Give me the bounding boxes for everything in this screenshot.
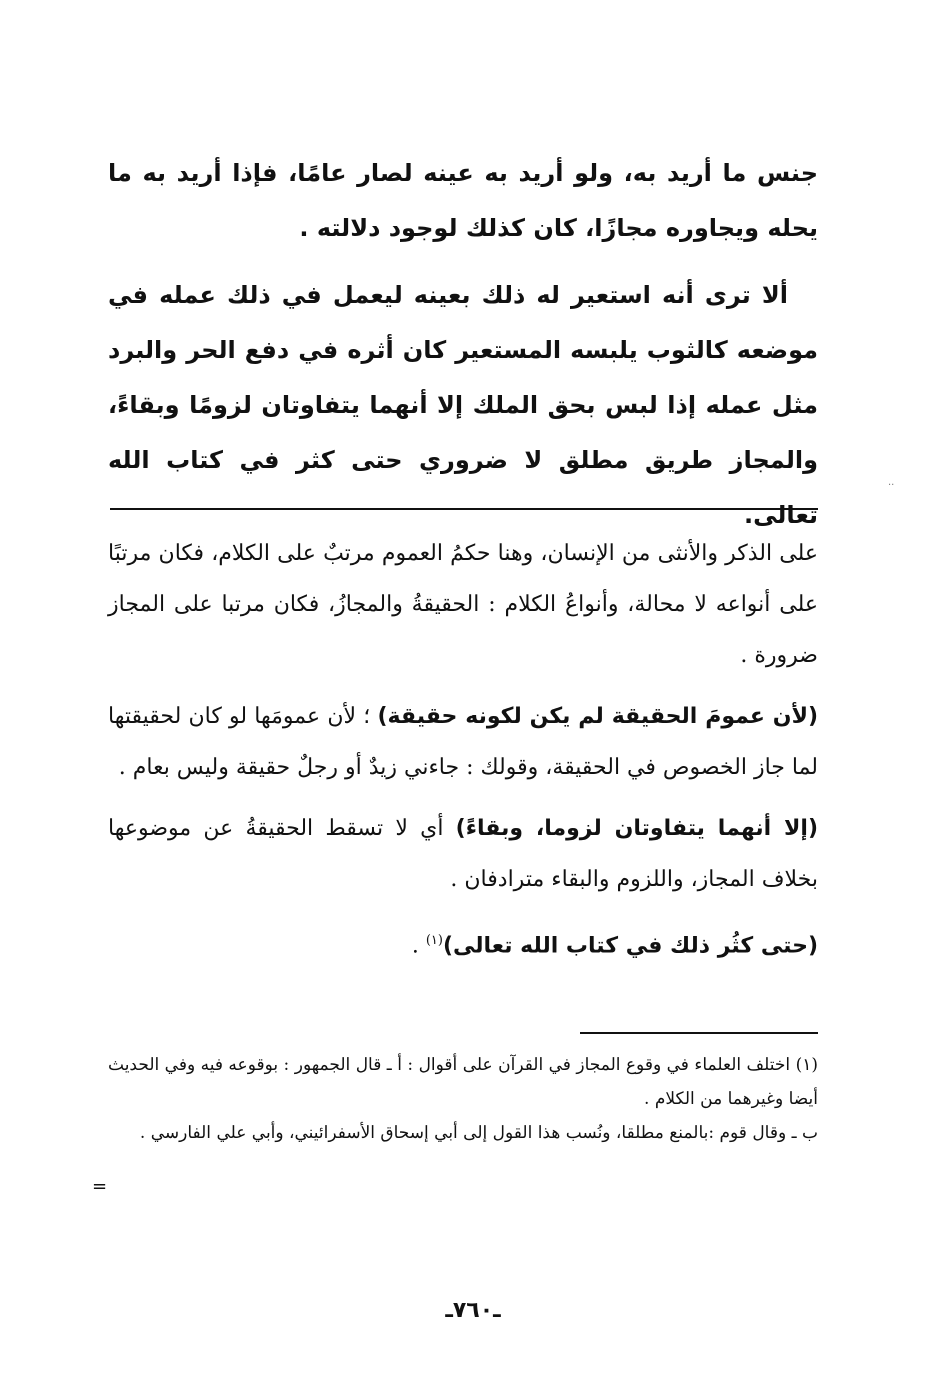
footnotes <box>108 1048 818 1150</box>
commentary-paragraph-2 <box>108 691 818 793</box>
quoted-phrase: (إلا أنهما يتفاوتان لزوما، وبقاءً) <box>455 816 818 841</box>
commentary-paragraph-4 <box>108 915 818 971</box>
footnote-divider <box>580 1032 818 1034</box>
quoted-phrase: (حتى كثُر ذلك في كتاب الله تعالى) <box>442 933 818 959</box>
footnote-reference[interactable]: (١) <box>425 933 443 948</box>
main-text-paragraph-1: جنس ما أريد به، ولو أريد به عينه لصار عامًا، فإذا أريد به ما يحله ويجاوره مجازًا، كان كذلك لوجود دلالته . <box>108 159 818 242</box>
main-text-paragraph-2: ألا ترى أنه استعير له ذلك بعينه ليعمل في ذلك عمله في موضعه كالثوب يلبسه المستعير كان أثره في دفع الحر والبرد مثل عمله إذا لبس بحق الملك إلا أنهما يتفاوتان لزومًا وبقاءً، والمجاز طريق مطلق لا ضروري حتى كثر في كتاب الله تعالى. <box>108 281 818 529</box>
commentary-paragraph-3 <box>108 803 818 905</box>
commentary-text <box>108 528 818 971</box>
text-divider <box>110 508 818 510</box>
paragraph-end: . <box>411 933 419 959</box>
commentary-body: ؛ لأن عمومَها لو كان لحقيقتها لما جاز الخصوص في الحقيقة، وقولك : جاءني زيدٌ أو رجلٌ حقيقة وليس بعام . <box>108 704 818 780</box>
commentary-paragraph-1: على الذكر والأنثى من الإنسان، وهنا حكمُ العموم مرتبٌ على الكلام، فكان مرتبًا على أنواعه لا محالة، وأنواعُ الكلام : الحقيقةُ والمجازُ، فكان مرتبا على المجاز ضرورة . <box>108 541 818 668</box>
margin-mark: ‧‧ <box>888 480 895 491</box>
continuation-mark: = <box>92 1176 108 1197</box>
commentary-body: أي لا تسقط الحقيقةُ عن موضوعها بخلاف المجاز، واللزوم والبقاء مترادفان . <box>108 816 818 892</box>
quoted-phrase: (لأن عمومَ الحقيقة لم يكن لكونه حقيقة) <box>377 704 818 729</box>
page-number: ـ٧٦٠ـ <box>445 1298 501 1323</box>
footnote-1-part-a: (١) اختلف العلماء في وقوع المجاز في القرآن على أقوال : أ ـ قال الجمهور : بوقوعه فيه وفي الحديث أيضا وغيرهما من الكلام . <box>108 1055 818 1109</box>
main-text <box>108 146 818 543</box>
footnote-1-part-b: ب ـ وقال قوم :بالمنع مطلقا، ونُسب هذا القول إلى أبي إسحاق الأسفرائيني، وأبي علي الفارسي . <box>139 1123 818 1143</box>
